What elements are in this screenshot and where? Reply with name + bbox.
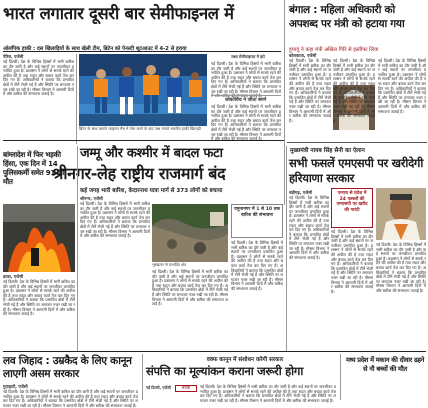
bottom-right-headline[interactable]: मध्य प्रदेश में मकान की दीवार ढहने से नौ बच्चों की मौत — [345, 356, 425, 373]
right-mid-dateline: चंडीगढ़, एजेंसी — [289, 190, 313, 195]
center-headline[interactable]: श्रीनगर-लेह राष्ट्रीय राजमार्ग बंद — [52, 164, 226, 183]
center-body2: नई दिल्ली। देश के विभिन्न हिस्सों में भारी बारिश का दौर जारी है और कई स्थानों पर जनजीवन प्रभावित हुआ है। प्रशासन ने लोगों से सतर्क रहने की अपील की है तथा राहत और बचाव कार्य तेज कर दिए गए हैं। अधिकारियों ने बताया कि प्रभावित क्षेत्रों में टीमें भेजी गई हैं और स्थिति पर लगातार नजर रखी जा रही है। मौसम विभाग ने आगामी दिनों में और बारिश की संभावना जताई है। — [231, 240, 283, 291]
landslide-photo — [152, 204, 228, 262]
right-top-subhead: हुमायूं ने कहा मंत्री अखिल गिरि से इस्तीफा लिया — [289, 47, 379, 53]
bottom-center-dateline: नई दिल्ली, एजेंसी — [146, 385, 171, 390]
right-mid-box-text: एनएच से प्रदेश में 24 फसलों की एमएसपी पर खरीद की गारंटी — [336, 191, 368, 213]
right-mid-headline[interactable]: सभी फसलें एमएसपी पर खरीदेगी हरियाणा सरकार — [289, 156, 424, 185]
hockey-photo — [79, 54, 207, 126]
cm-photo — [376, 188, 426, 240]
right-top-body2: नई दिल्ली। देश के विभिन्न हिस्सों में भारी बारिश का दौर जारी है और कई स्थानों पर जनजीवन प्रभावित हुआ है। प्रशासन ने लोगों से सतर्क रहने की अपील की है तथा राहत और बचाव कार्य तेज कर दिए गए हैं। अधिकारियों ने बताया कि प्रभावित क्षेत्रों में टीमें भेजी गई हैं और स्थिति पर लगातार नजर रखी जा रही है। मौसम विभाग ने आगामी दिनों में और बारिश की संभावना जताई है। — [333, 58, 375, 123]
main-body-col1: नई दिल्ली। देश के विभिन्न हिस्सों में भारी बारिश का दौर जारी है और कई स्थानों पर जनजीवन प्रभावित हुआ है। प्रशासन ने लोगों से सतर्क रहने की अपील की है तथा राहत और बचाव कार्य तेज कर दिए गए हैं। अधिकारियों ने बताया कि प्रभावित क्षेत्रों में टीमें भेजी गई हैं और स्थिति पर लगातार नजर रखी जा रही है। मौसम विभाग ने आगामी दिनों में और बारिश की संभावना जताई है। — [3, 59, 74, 97]
bottom-center-tag — [175, 385, 197, 392]
bottom-rule — [3, 351, 426, 352]
right-top-body3: नई दिल्ली। देश के विभिन्न हिस्सों में भारी बारिश का दौर जारी है और कई स्थानों पर जनजीवन प्रभावित हुआ है। प्रशासन ने लोगों से सतर्क रहने की अपील की है तथा राहत और बचाव कार्य तेज कर दिए गए हैं। अधिकारियों ने बताया कि प्रभावित क्षेत्रों में टीमें भेजी गई हैं और स्थिति पर लगातार नजर रखी जा रही है। मौसम विभाग ने आगामी दिनों में और बारिश की संभावना जताई है। — [378, 58, 426, 114]
center-subhead: कई जगह भारी बारिश, केदारनाथ यात्रा मार्ग से 373 लोगों को बचाया — [80, 188, 223, 194]
right-top-dateline: कोलकाता, एजेंसी — [289, 53, 317, 58]
bangladesh-body: नई दिल्ली। देश के विभिन्न हिस्सों में भारी बारिश का दौर जारी है और कई स्थानों पर जनजीवन प्रभावित हुआ है। प्रशासन ने लोगों से सतर्क रहने की अपील की है तथा राहत और बचाव कार्य तेज कर दिए गए हैं। अधिकारियों ने बताया कि प्रभावित क्षेत्रों में टीमें भेजी गई हैं और स्थिति पर लगातार नजर रखी जा रही है। मौसम विभाग ने आगामी दिनों में और बारिश की संभावना जताई है। — [3, 279, 75, 317]
right-top-headline[interactable]: बंगाल : महिला अधिकारी को अपशब्द पर मंत्री को हटाया गया — [289, 4, 405, 30]
main-dateline: पेरिस, एजेंसी — [3, 54, 24, 59]
hockey-caption: ब्रिटेन के साथ क्वार्टर फाइनल मैच में गोल करने के बाद जश्न मनाते भारतीय हाकी खिलाड़ी — [79, 126, 201, 131]
bangladesh-dateline: ढाका, एजेंसी — [3, 274, 24, 279]
fire-photo — [3, 204, 75, 272]
center-inset-box — [231, 204, 283, 238]
center-body1: नई दिल्ली। देश के विभिन्न हिस्सों में भारी बारिश का दौर जारी है और कई स्थानों पर जनजीवन प्रभावित हुआ है। प्रशासन ने लोगों से सतर्क रहने की अपील की है तथा राहत और बचाव कार्य तेज कर दिए गए हैं। अधिकारियों ने बताया कि प्रभावित क्षेत्रों में टीमें भेजी गई हैं और स्थिति पर लगातार नजर रखी जा रही है। मौसम विभाग ने आगामी दिनों में और बारिश की संभावना जताई है। — [80, 201, 150, 239]
right-mid-body2: नई दिल्ली। देश के विभिन्न हिस्सों में भारी बारिश का दौर जारी है और कई स्थानों पर जनजीवन प्रभावित हुआ है। प्रशासन ने लोगों से सतर्क रहने की अपील की है तथा राहत और बचाव कार्य तेज कर दिए गए हैं। अधिकारियों ने बताया कि प्रभावित क्षेत्रों में टीमें भेजी गई हैं और स्थिति पर लगातार नजर रखी जा रही है। मौसम विभाग ने आगामी दिनों में और बारिश की संभावना जताई है। — [331, 229, 373, 294]
bottom-divider-2 — [340, 354, 341, 400]
main-body-col3: नई दिल्ली। देश के विभिन्न हिस्सों में भारी बारिश का दौर जारी है और कई स्थानों पर जनजीवन प्रभावित हुआ है। प्रशासन ने लोगों से सतर्क रहने की अपील की है तथा राहत और बचाव कार्य तेज कर दिए गए हैं। अधिकारियों ने बताया कि प्रभावित क्षेत्रों में टीमें भेजी गई हैं और स्थिति पर लगातार नजर रखी जा रही है। मौसम विभाग ने आगामी दिनों में और बारिश की संभावना जताई है। — [211, 61, 281, 99]
center-box-text: यमुनानगर में 1 से 10 तक बारिश की संभावना — [234, 207, 280, 218]
right-divider — [286, 146, 287, 351]
landslide-caption: भूस्खलन से प्रभावित क्षेत्र — [152, 262, 186, 267]
main-subhead: ओलंपिक हाकी : दस खिलाड़ियों के साथ खेली टीम, ब्रिटेन को पेनल्टी शूटआउट में 4-2 से हराया — [3, 46, 187, 52]
bottom-left-body: नई दिल्ली। देश के विभिन्न हिस्सों में भारी बारिश का दौर जारी है और कई स्थानों पर जनजीवन प्रभावित हुआ है। प्रशासन ने लोगों से सतर्क रहने की अपील की है तथा राहत और बचाव कार्य तेज कर दिए गए हैं। अधिकारियों ने बताया कि प्रभावित क्षेत्रों में टीमें भेजी गई हैं और स्थिति पर लगातार नजर रखी जा रही है। मौसम विभाग ने आगामी दिनों में और बारिश की संभावना जताई है। — [3, 389, 138, 408]
bottom-center-kicker: वक्फ कानून में संशोधन करेगी सरकार — [206, 357, 284, 363]
right-mid-body1: नई दिल्ली। देश के विभिन्न हिस्सों में भारी बारिश का दौर जारी है और कई स्थानों पर जनजीवन प्रभावित हुआ है। प्रशासन ने लोगों से सतर्क रहने की अपील की है तथा राहत और बचाव कार्य तेज कर दिए गए हैं। अधिकारियों ने बताया कि प्रभावित क्षेत्रों में टीमें भेजी गई हैं और स्थिति पर लगातार नजर रखी जा रही है। मौसम विभाग ने आगामी दिनों में और बारिश की संभावना जताई है। — [289, 195, 329, 260]
bottom-center-tag-text: ताकि — [181, 386, 191, 391]
side-title-rule — [211, 95, 281, 96]
center-dateline: श्रीनगर, एजेंसी — [80, 196, 103, 201]
main-headline[interactable]: भारत लगातार दूसरी बार सेमीफाइनल में — [3, 4, 234, 23]
left-divider — [77, 146, 78, 351]
side-title[interactable]: जोकोविच ने जीता स्वर्ण — [225, 98, 267, 103]
right-mid-box — [331, 188, 373, 228]
right-mid-kicker: मुख्यमंत्री नायब सिंह सैनी का ऐलान — [290, 148, 365, 154]
main-tag: लक्ष्य सेमीफाइनल में हारे — [231, 54, 265, 59]
right-mid-body3: नई दिल्ली। देश के विभिन्न हिस्सों में भारी बारिश का दौर जारी है और कई स्थानों पर जनजीवन प्रभावित हुआ है। प्रशासन ने लोगों से सतर्क रहने की अपील की है तथा राहत और बचाव कार्य तेज कर दिए गए हैं। अधिकारियों ने बताया कि प्रभावित क्षेत्रों में टीमें भेजी गई हैं और स्थिति पर लगातार नजर रखी जा रही है। मौसम विभाग ने आगामी दिनों में और बारिश की संभावना जताई है। — [376, 242, 426, 293]
bottom-left-dateline: गुवाहाटी, एजेंसी — [3, 384, 28, 389]
center-kicker[interactable]: जम्मू और कश्मीर में बादल फटा — [80, 146, 223, 161]
side-body: नई दिल्ली। देश के विभिन्न हिस्सों में भारी बारिश का दौर जारी है और कई स्थानों पर जनजीवन प्रभावित हुआ है। प्रशासन ने लोगों से सतर्क रहने की अपील की है तथा राहत और बचाव कार्य तेज कर दिए गए हैं। अधिकारियों ने बताया कि प्रभावित क्षेत्रों में टीमें भेजी गई हैं और स्थिति पर लगातार नजर रखी जा रही है। मौसम विभाग ने आगामी दिनों में और बारिश की संभावना जताई है। — [211, 104, 281, 142]
right-top-body1: नई दिल्ली। देश के विभिन्न हिस्सों में भारी बारिश का दौर जारी है और कई स्थानों पर जनजीवन प्रभावित हुआ है। प्रशासन ने लोगों से सतर्क रहने की अपील की है तथा राहत और बचाव कार्य तेज कर दिए गए हैं। अधिकारियों ने बताया कि प्रभावित क्षेत्रों में टीमें भेजी गई हैं और स्थिति पर लगातार नजर रखी जा रही है। मौसम विभाग ने आगामी दिनों में और बारिश की संभावना जताई है। — [289, 58, 331, 123]
bangladesh-headline[interactable]: बांग्लादेश में फिर भड़की हिंसा, एक दिन में 14 पुलिसकर्मी समेत 91 की मौत — [3, 150, 65, 186]
right-top-bottom-rule — [287, 142, 427, 143]
col-divider — [76, 54, 77, 144]
center-body3: नई दिल्ली। देश के विभिन्न हिस्सों में भारी बारिश का दौर जारी है और कई स्थानों पर जनजीवन प्रभावित हुआ है। प्रशासन ने लोगों से सतर्क रहने की अपील की है तथा राहत और बचाव कार्य तेज कर दिए गए हैं। अधिकारियों ने बताया कि प्रभावित क्षेत्रों में टीमें भेजी गई हैं और स्थिति पर लगातार नजर रखी जा रही है। मौसम विभाग ने आगामी दिनों में और बारिश की संभावना जताई है। — [152, 269, 228, 307]
bottom-center-body: नई दिल्ली। देश के विभिन्न हिस्सों में भारी बारिश का दौर जारी है और कई स्थानों पर जनजीवन प्रभावित हुआ है। प्रशासन ने लोगों से सतर्क रहने की अपील की है तथा राहत और बचाव कार्य तेज कर दिए गए हैं। अधिकारियों ने बताया कि प्रभावित क्षेत्रों में टीमें भेजी गई हैं और स्थिति पर लगातार नजर रखी जा रही है। मौसम विभाग ने आगामी दिनों में और बारिश की संभावना जताई है। — [200, 384, 336, 403]
bottom-center-headline[interactable]: संपत्ति का मूल्यांकन कराना जरूरी होगा — [146, 364, 304, 378]
bottom-left-headline[interactable]: लव जिहाद : उम्रकैद के लिए कानून लाएगी असम सरकार — [3, 355, 132, 380]
main-rule — [3, 51, 281, 52]
bottom-divider-1 — [142, 354, 143, 400]
center-top-rule — [3, 140, 284, 141]
